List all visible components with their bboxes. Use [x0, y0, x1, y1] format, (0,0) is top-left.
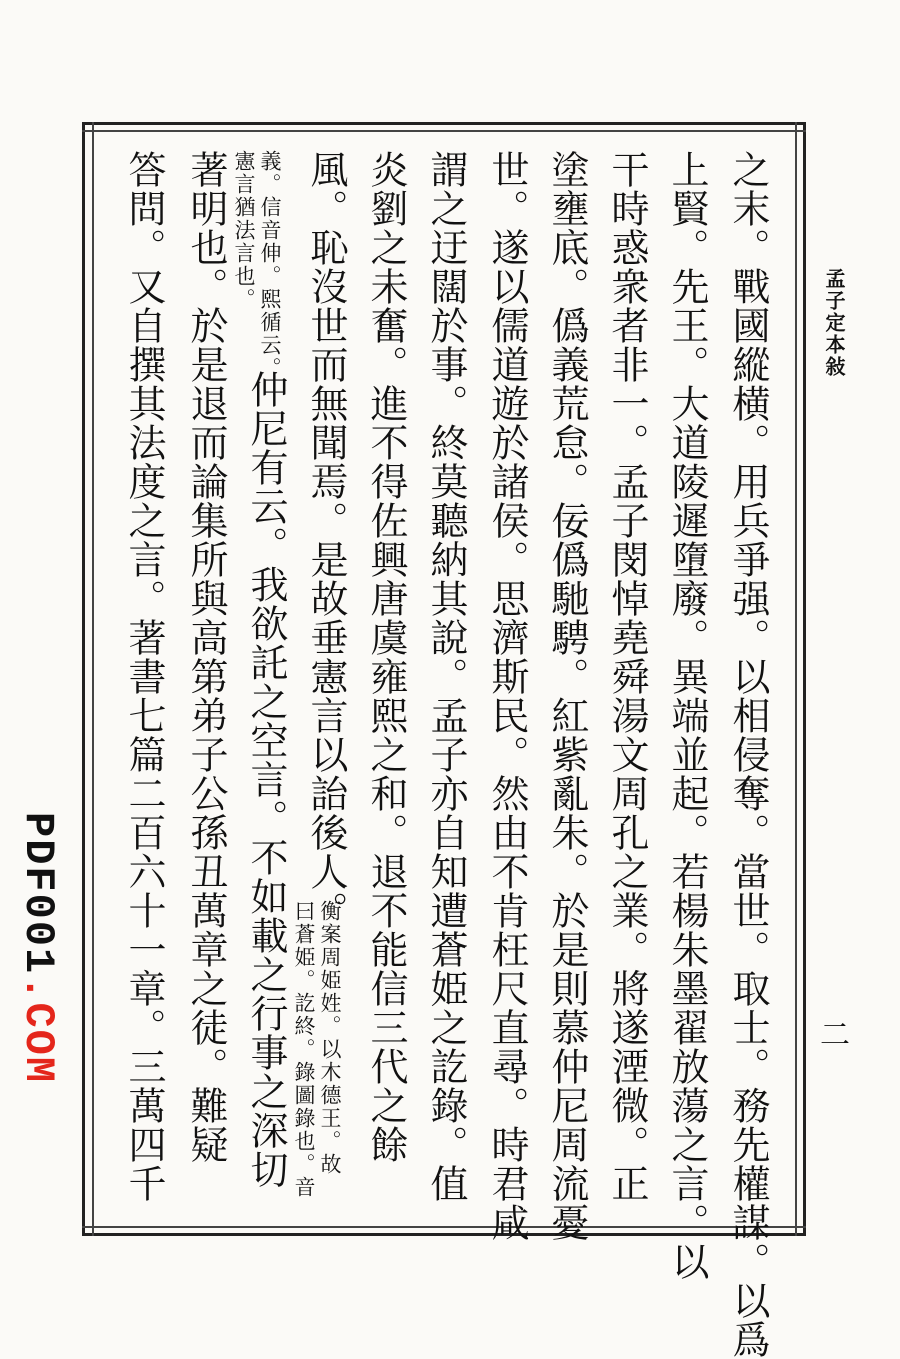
frame-rule-top [82, 130, 806, 132]
frame-rule-left [92, 122, 94, 1236]
text-column-2: 上賢。先王。大道陵遲墮廢。異端並起。若楊朱墨翟放蕩之言。以 [665, 150, 709, 1281]
text-column-9: 仲尼有云。我欲託之空言。不如載之行事之深切 [244, 370, 288, 1189]
annotation-2-line-1: 義。信音伸。熙循云。 [258, 150, 282, 380]
text-column-7: 炎劉之未奮。進不得佐興唐虞雍熙之和。退不能信三代之餘 [364, 150, 408, 1164]
text-column-11: 答問。又自撰其法度之言。著書七篇二百六十一章。三萬四千 [122, 150, 166, 1203]
watermark-suffix: .COM [14, 975, 62, 1085]
annotation-1-line-1: 衡案周姫姓。以木德王。故 [318, 900, 342, 1176]
text-column-1: 之末。戰國縱横。用兵爭强。以相侵奪。當世。取士。務先權謀。以爲 [726, 150, 770, 1359]
annotation-2-line-2: 憲言猶法言也。 [232, 150, 256, 311]
text-column-6: 謂之迂闊於事。終莫聽納其說。孟子亦自知遭蒼姫之訖錄。值 [424, 150, 468, 1203]
watermark-prefix: PDF001 [14, 812, 62, 976]
watermark [14, 812, 62, 1084]
annotation-1-line-2: 曰蒼姫。訖終。錄圖錄也。音 [292, 900, 316, 1199]
running-title: 孟子定本敍 [822, 268, 846, 378]
text-column-10: 著明也。於是退而論集所與高第弟子公孫丑萬章之徒。難疑 [184, 150, 228, 1164]
text-column-8: 風。恥沒世而無聞焉。是故垂憲言以詒後人。 [304, 150, 348, 930]
text-column-4: 塗壅底。僞義荒怠。佞僞馳騁。紅紫亂朱。於是則慕仲尼周流憂 [545, 150, 589, 1242]
text-column-5: 世。遂以儒道遊於諸侯。思濟斯民。然由不肯枉尺直尋。時君咸 [485, 150, 529, 1242]
page-number: 二 [820, 1018, 850, 1053]
text-column-3: 干時惑衆者非一。孟子閔悼堯舜湯文周孔之業。將遂湮微。正 [605, 150, 649, 1203]
frame-rule-right [795, 122, 797, 1236]
